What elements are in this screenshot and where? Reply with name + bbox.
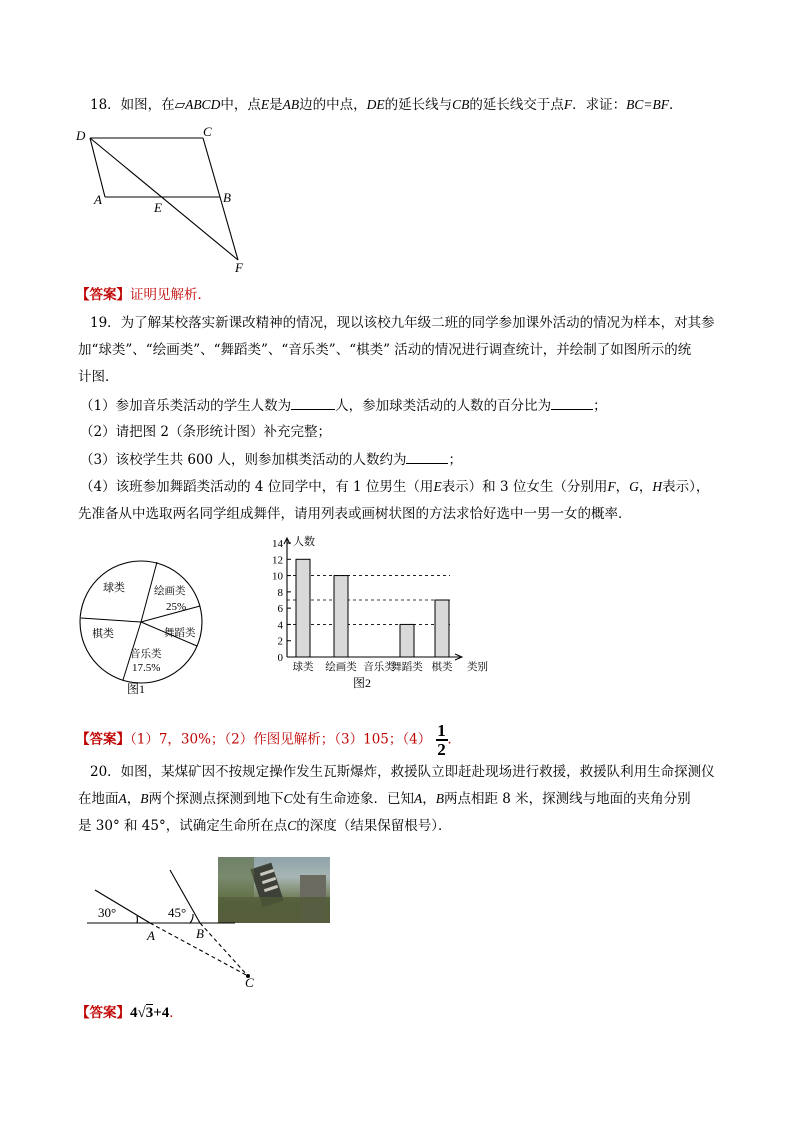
label-b: B: [223, 190, 231, 205]
bar-3: [400, 624, 414, 657]
q20-line3: 是 30° 和 45°，试确定生命所在点C的深度（结果保留根号）．: [78, 818, 452, 834]
q19-sub2: （2）请把图 2（条形统计图）补充完整；: [80, 424, 331, 440]
pie-label-music: 音乐类: [130, 649, 162, 660]
q20-angle-figure: [85, 860, 285, 990]
y-tick-label: 8: [277, 586, 283, 599]
pie-label-dance: 舞蹈类: [164, 628, 196, 639]
x-axis-label: 类别: [467, 662, 488, 673]
category-label: 棋类: [431, 662, 453, 673]
pie-caption: 图1: [127, 682, 146, 696]
q19-sub4-line2: 先准备从中选取两名同学组成舞伴，请用列表或画树状图的方法求恰好选中一男一女的概率．: [78, 506, 632, 522]
category-label: 舞蹈类: [391, 662, 423, 673]
angle-30-label: 30°: [98, 905, 117, 920]
point-b-label: B: [196, 926, 204, 941]
pie-label-music-pct: 17.5%: [132, 662, 161, 674]
q20-line1: 20．如图，某煤矿因不按规定操作发生瓦斯爆炸，救援队立即赶赴现场进行救援，救援队利用生命探测仪: [90, 764, 715, 780]
y-tick-label: 2: [277, 635, 283, 648]
bar-chart-caption: 图2: [353, 676, 372, 690]
q19-sub1: （1）参加音乐类活动的学生人数为 人，参加球类活动的人数的百分比为 ；: [80, 395, 607, 416]
pie-label-paint-pct: 25%: [166, 601, 187, 613]
q19-sub3: （3）该校学生共 600 人，则参加棋类活动的人数约为 ；: [80, 449, 462, 470]
q20-line2: 在地面A，B两个探测点探测到地下C处有生命迹象．已知A，B两点相距 8 米，探测线与地面的夹角分别: [78, 791, 691, 807]
pie-label-ball: 球类: [103, 582, 125, 594]
category-label: 音乐类: [363, 662, 395, 673]
label-c: C: [203, 124, 212, 139]
y-tick-label: 6: [277, 603, 283, 616]
q18-answer: 【答案】证明见解析．: [76, 287, 211, 303]
y-tick-label: 10: [272, 570, 283, 583]
q19-answer: 【答案】（1）7，30%；（2）作图见解析；（3）105；（4） $\frac{1}{2}$ ．: [76, 721, 462, 759]
label-f: F: [235, 260, 243, 275]
bar-0: [296, 559, 310, 657]
point-c-label: C: [245, 975, 254, 990]
y-tick-label: 12: [272, 554, 283, 567]
bar-1: [334, 576, 348, 657]
y-tick-label: 0: [277, 652, 283, 664]
point-a-label: A: [147, 928, 155, 943]
q18-parallelogram-figure: [70, 120, 270, 280]
label-a: A: [94, 192, 102, 207]
bar-4: [435, 600, 449, 657]
q19-line3: 计图．: [78, 369, 119, 385]
label-d: D: [76, 128, 86, 143]
q19-bar-chart: [255, 535, 515, 695]
q19-sub4-line1: （4）该班参加舞蹈类活动的 4 位同学中，有 1 位男生（用E表示）和 3 位女生（分别用F，G，H表示），: [80, 479, 710, 495]
y-tick-label: 14: [272, 538, 283, 550]
y-tick-label: 4: [277, 619, 283, 632]
q19-line1: 19．为了解某校落实新课改精神的情况，现以该校九年级二班的同学参加课外活动的情况为样本，对其参: [90, 315, 715, 331]
pie-label-chess: 棋类: [92, 628, 114, 640]
q19-pie-chart: [70, 548, 220, 698]
q19-line2: 加“球类”、“绘画类”、“舞蹈类”、“音乐类”、“棋类” 活动的情况进行调查统计，并绘制了如图所示的统: [78, 342, 692, 358]
label-e: E: [154, 200, 162, 215]
y-axis-label: 人数: [293, 536, 315, 548]
q18-statement: 18．如图，在▱ABCD中，点E是AB边的中点，DE的延长线与CB的延长线交于点F．求证：BC=BF．: [90, 97, 683, 113]
category-label: 绘画类: [325, 662, 357, 673]
pie-label-paint: 绘画类: [154, 586, 186, 597]
category-label: 球类: [292, 662, 314, 673]
q20-answer: 【答案】4√3+4．: [76, 1005, 183, 1021]
answer-fraction: $\frac{1}{2}$: [437, 721, 446, 759]
angle-45-label: 45°: [168, 905, 187, 920]
